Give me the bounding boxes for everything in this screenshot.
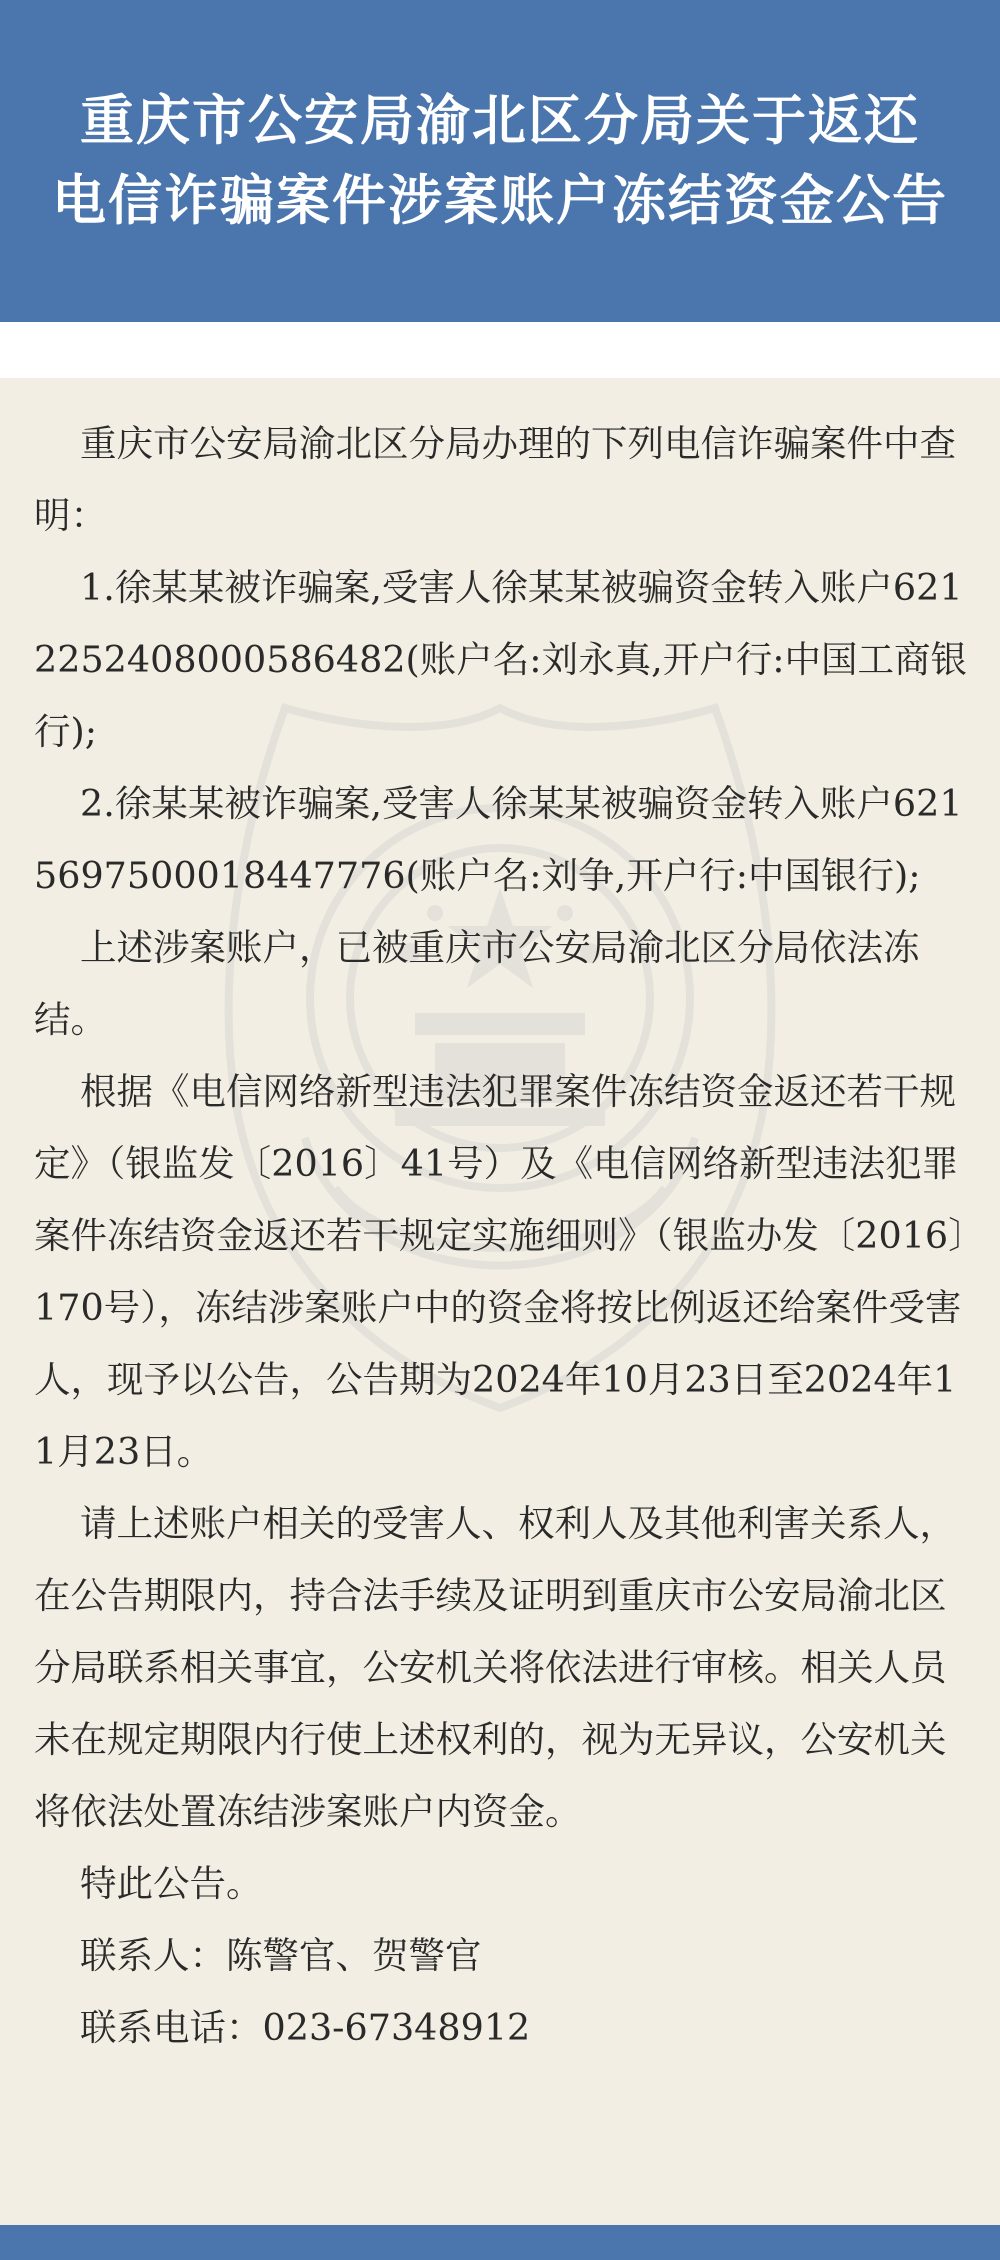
- contact-person: 联系人：陈警官、贺警官: [80, 1934, 482, 1977]
- notice-title-line-2: 电信诈骗案件涉案账户冻结资金公告: [52, 169, 948, 232]
- frozen-paragraph: 上述涉案账户，已被重庆市公安局渝北区分局依法冻结。: [34, 926, 920, 1041]
- case-item-2: 2.徐某某被诈骗案,受害人徐某某被骗资金转入账户6215697500018447776(账户名:刘争,开户行:中国银行);: [34, 782, 963, 897]
- intro-paragraph: 重庆市公安局渝北区分局办理的下列电信诈骗案件中查明：: [34, 422, 956, 537]
- request-paragraph: 请上述账户相关的受害人、权利人及其他利害关系人，在公告期限内，持合法手续及证明到重庆市公安局渝北区分局联系相关事宜，公安机关将依法进行审核。相关人员未在规定期限内行使上述权利的，视为无异议，公安机关将依法处置冻结涉案账户内资金。: [34, 1502, 956, 1833]
- contact-phone: 联系电话：023-67348912: [80, 2006, 531, 2049]
- legal-basis-paragraph: 根据《电信网络新型违法犯罪案件冻结资金返还若干规定》（银监发〔2016〕41号）及《电信网络新型违法犯罪案件冻结资金返还若干规定实施细则》（银监办发〔2016〕170号），冻结涉案账户中的资金将按比例返还给案件受害人，现予以公告，公告期为2024年10月23日至2024年11月23日。: [34, 1070, 967, 1473]
- closing-line: 特此公告。: [80, 1862, 263, 1905]
- case-item-1: 1.徐某某被诈骗案,受害人徐某某被骗资金转入账户6212252408000586482(账户名:刘永真,开户行:中国工商银行);: [34, 566, 967, 753]
- header-gap: [0, 322, 1000, 378]
- notice-title-line-1: 重庆市公安局渝北区分局关于返还: [80, 89, 920, 152]
- footer-bar: [0, 2225, 1000, 2260]
- notice-content: [34, 408, 974, 2064]
- notice-body: [0, 378, 1000, 2225]
- notice-header: [0, 0, 1000, 322]
